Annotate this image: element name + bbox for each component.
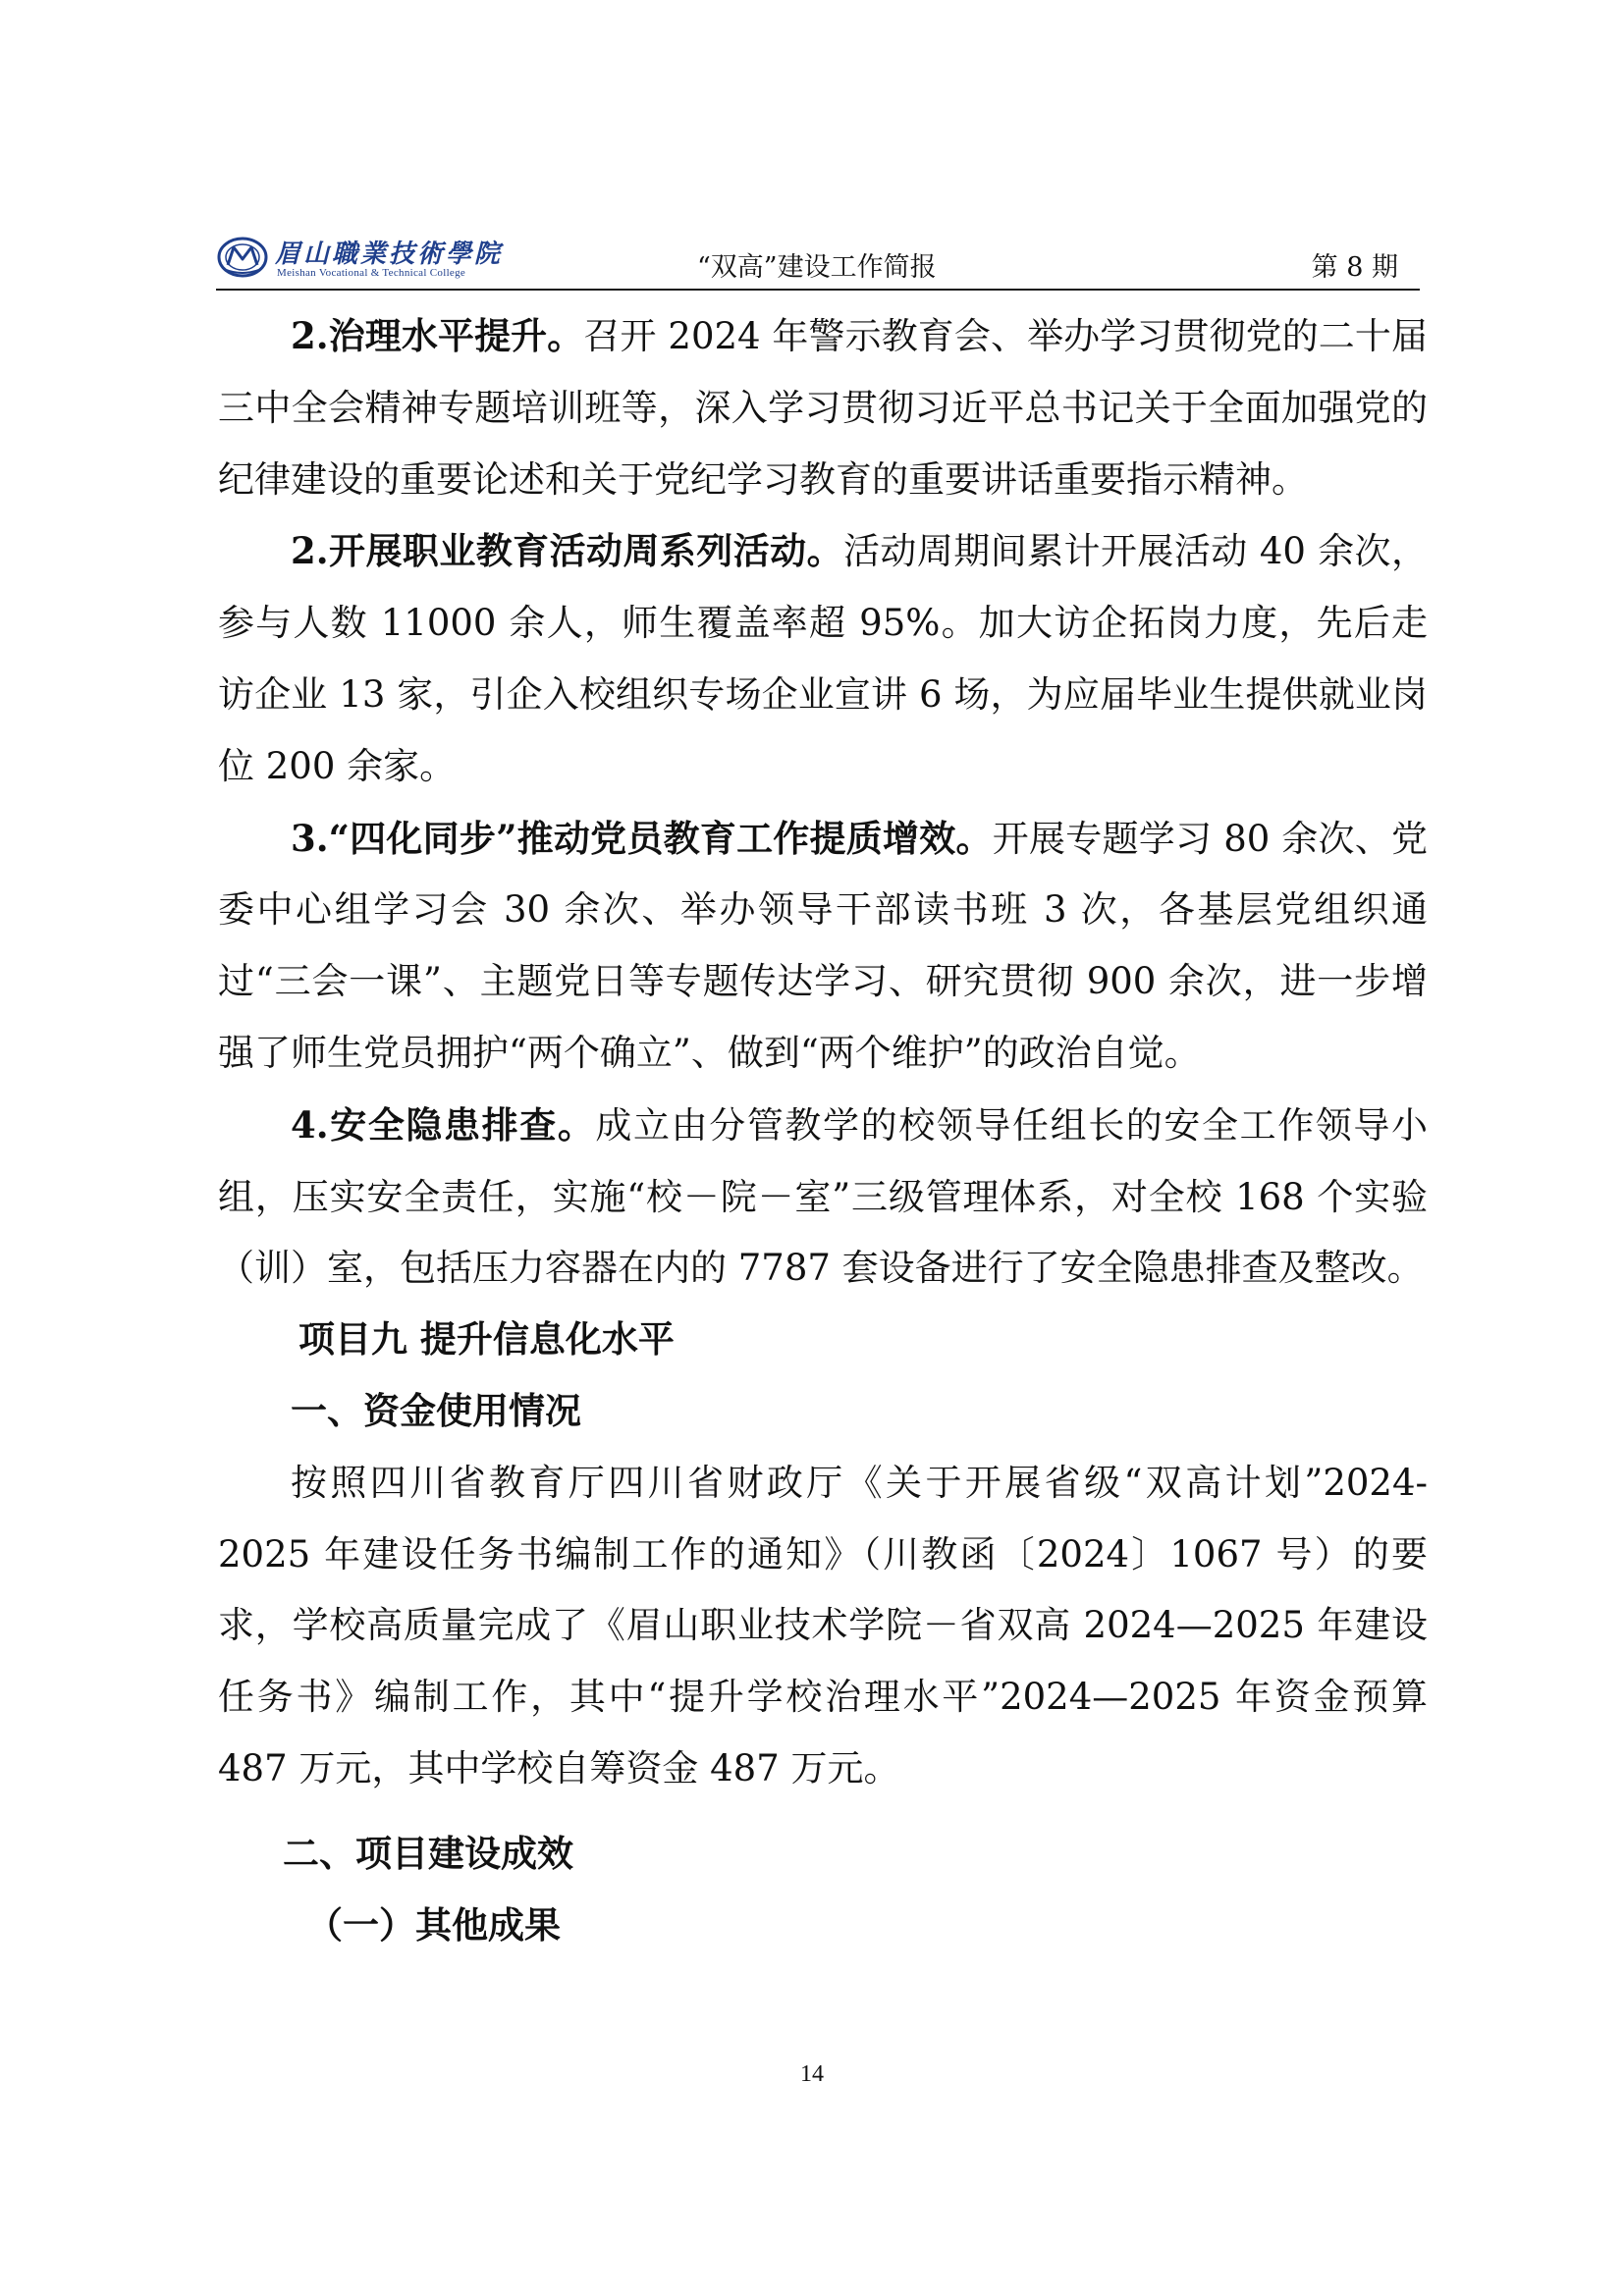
bulletin-title: “双高”建设工作简报 <box>697 252 937 283</box>
paragraph-activity-week <box>218 515 1428 802</box>
college-logo <box>216 228 511 287</box>
college-emblem-icon <box>216 236 269 279</box>
section-heading-results: 二、项目建设成效 <box>283 1832 573 1875</box>
paragraph-governance <box>218 300 1428 515</box>
logo-english-name: Meishan Vocational & Technical College <box>277 267 466 279</box>
paragraph-heading: 2.开展职业教育活动周系列活动。 <box>291 529 843 573</box>
page-header <box>216 228 1420 291</box>
paragraph-text: 召开 2024 年警示教育会、举办学习贯彻党的二十届三中全会精神专题培训班等，深入学习贯彻习近平总书记关于全面加强党的纪律建设的重要论述和关于党纪学习教育的重要讲话重要指示精神。 <box>218 315 1428 501</box>
paragraph-text: 开展专题学习 80 余次、党委中心组学习会 30 余次、举办领导干部读书班 3 次，各基层党组织通过“三会一课”、主题党日等专题传达学习、研究贯彻 900 余次，进一步增强了师生党员拥护“两个确立”、做到“两个维护”的政治自觉。 <box>218 817 1428 1074</box>
logo-chinese-name: 眉山職業技術學院 <box>275 240 504 269</box>
page-number: 14 <box>800 2061 824 2087</box>
paragraph-heading: 2.治理水平提升。 <box>291 314 584 357</box>
document-body <box>218 300 1428 1961</box>
paragraph-heading: 4.安全隐患排查。 <box>291 1102 596 1147</box>
issue-number: 第 8 期 <box>1311 252 1398 283</box>
section-heading-funding: 一、资金使用情况 <box>291 1389 581 1432</box>
paragraph-party-education <box>218 803 1428 1090</box>
paragraph-safety-check <box>218 1090 1428 1305</box>
subsection-heading-other: （一）其他成果 <box>306 1903 561 1947</box>
paragraph-text: 成立由分管教学的校领导任组长的安全工作领导小组，压实安全责任，实施“校－院－室”三级管理体系，对全校 168 个实验（训）室，包括压力容器在内的 7787 套设备进行了安全隐患排查及整改。 <box>218 1103 1428 1290</box>
paragraph-heading: 3.“四化同步”推动党员教育工作提质增效。 <box>291 816 993 860</box>
paragraph-funding: 按照四川省教育厅四川省财政厅《关于开展省级“双高计划”2024-2025 年建设任务书编制工作的通知》（川教函〔2024〕1067 号）的要求，学校高质量完成了《眉山职业技术学院－省双高 2024—2025 年建设任务书》编制工作，其中“提升学校治理水平”2024—2025 年资金预算 487 万元，其中学校自筹资金 487 万元。 <box>218 1461 1428 1789</box>
paragraph-text: 活动周期间累计开展活动 40 余次，参与人数 11000 余人，师生覆盖率超 95%。加大访企拓岗力度，先后走访企业 13 家，引企入校组织专场企业宣讲 6 场，为应届毕业生提供就业岗位 200 余家。 <box>218 530 1428 787</box>
project-heading: 项目九 提升信息化水平 <box>298 1318 675 1362</box>
